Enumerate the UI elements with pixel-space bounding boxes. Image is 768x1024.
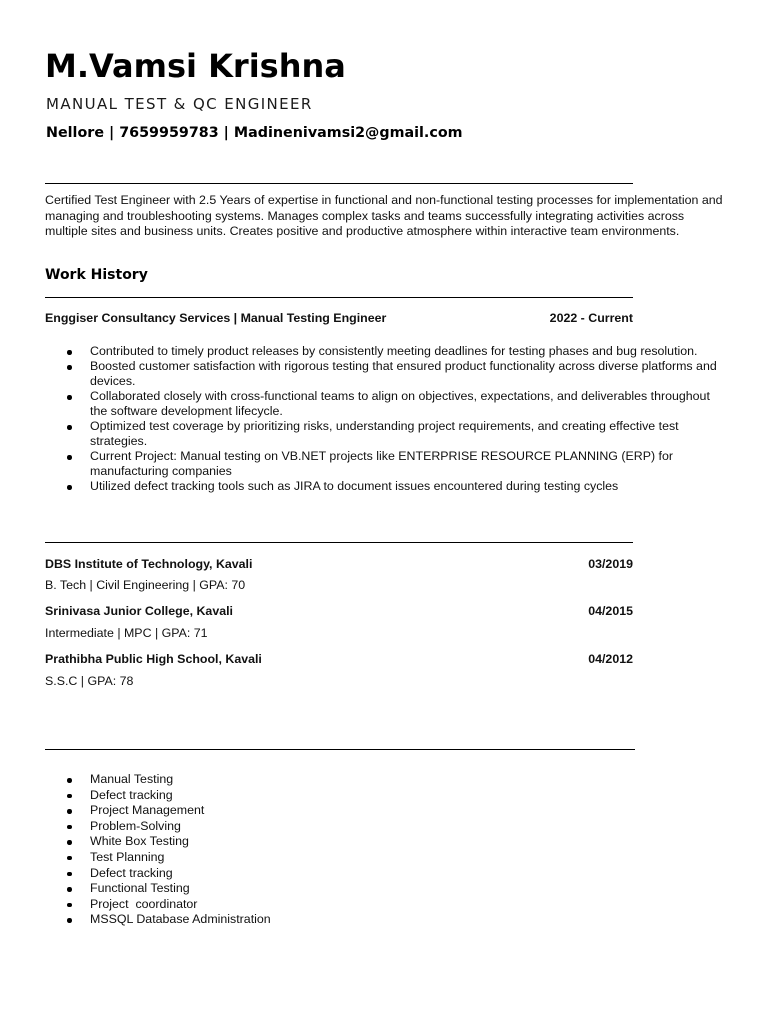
professional-summary: Certified Test Engineer with 2.5 Years of expertise in functional and non-functional testing processes for implementation and managing and troubleshooting systems. Manages complex tasks and teams successfully integrating activities across multiple sites and business units. Creates positive and productive atmosphere within interactive team environments.	[45, 193, 723, 238]
list-item	[64, 788, 724, 804]
list-item	[64, 359, 724, 389]
list-item	[64, 803, 724, 819]
education-detail: Intermediate | MPC | GPA: 71	[45, 626, 208, 640]
bullet-icon	[67, 856, 72, 861]
education-institution: DBS Institute of Technology, Kavali	[45, 557, 253, 571]
list-item	[64, 389, 724, 419]
bullet-icon	[67, 485, 72, 490]
section-title-work-history: Work History	[45, 267, 148, 283]
bullet-icon	[67, 903, 72, 908]
bullet-icon	[67, 395, 72, 400]
skill-text: MSSQL Database Administration	[90, 912, 271, 927]
education-entry-header	[45, 603, 633, 619]
list-item-text: Utilized defect tracking tools such as JIRA to document issues encountered during testing cycles	[90, 479, 619, 493]
job-dates: 2022 - Current	[549, 311, 633, 325]
education-date: 04/2015	[588, 604, 633, 618]
list-item	[64, 850, 724, 866]
education-date: 03/2019	[588, 557, 633, 571]
skill-text: Manual Testing	[90, 772, 174, 786]
bullet-icon	[67, 809, 72, 814]
divider	[45, 297, 633, 298]
skill-text: Defect tracking	[90, 865, 173, 880]
list-item	[64, 419, 724, 449]
list-item	[64, 912, 724, 928]
education-institution: Prathibha Public High School, Kavali	[45, 652, 262, 666]
bullet-icon	[67, 794, 72, 799]
list-item	[64, 479, 724, 494]
job-title: MANUAL TEST & QC ENGINEER	[46, 95, 313, 113]
education-entry-header	[45, 556, 633, 572]
job-bullet-list	[64, 344, 724, 494]
list-item-text: Collaborated closely with cross-functional teams to align on objectives, expectations, and deliverables throughout the software development lifecycle.	[90, 389, 710, 418]
skill-text: Defect tracking	[90, 787, 173, 802]
bullet-icon	[67, 365, 72, 370]
skills-list	[64, 772, 724, 928]
bullet-icon	[67, 825, 72, 830]
skill-text: Problem-Solving	[90, 818, 181, 833]
bullet-icon	[67, 455, 72, 460]
bullet-icon	[67, 778, 72, 783]
job-company-role: Enggiser Consultancy Services | Manual Testing Engineer	[45, 311, 387, 325]
bullet-icon	[67, 840, 72, 845]
divider	[45, 749, 635, 750]
list-item-text: Optimized test coverage by prioritizing risks, understanding project requirements, and creating effective test strategies.	[90, 419, 679, 448]
divider	[45, 183, 633, 184]
education-entry-header	[45, 651, 633, 667]
list-item-text: Boosted customer satisfaction with rigorous testing that ensured product functionality across diverse platforms and devices.	[90, 359, 717, 388]
skill-text: Project coordinator	[90, 896, 198, 911]
skill-text: Functional Testing	[90, 881, 190, 896]
list-item	[64, 881, 724, 897]
list-item-text: Current Project: Manual testing on VB.NET projects like ENTERPRISE RESOURCE PLANNING (ERP) for manufacturing companies	[90, 449, 674, 478]
education-detail: B. Tech | Civil Engineering | GPA: 70	[45, 578, 246, 592]
list-item	[64, 449, 724, 479]
list-item	[64, 772, 724, 788]
bullet-icon	[67, 350, 72, 355]
list-item-text: Contributed to timely product releases by consistently meeting deadlines for testing phases and bug resolution.	[90, 344, 698, 358]
list-item	[64, 866, 724, 882]
list-item	[64, 897, 724, 913]
skill-text: White Box Testing	[90, 834, 189, 849]
job-header	[45, 310, 633, 326]
divider	[45, 542, 633, 543]
education-detail: S.S.C | GPA: 78	[45, 674, 134, 688]
bullet-icon	[67, 872, 72, 877]
skill-text: Test Planning	[90, 849, 165, 864]
list-item	[64, 344, 724, 359]
bullet-icon	[67, 918, 72, 923]
bullet-icon	[67, 425, 72, 430]
candidate-name: M.Vamsi Krishna	[45, 47, 346, 85]
contact-line: Nellore | 7659959783 | Madinenivamsi2@gmail.com	[46, 125, 463, 141]
education-date: 04/2012	[588, 652, 633, 666]
skill-text: Project Management	[90, 803, 205, 818]
list-item	[64, 819, 724, 835]
bullet-icon	[67, 887, 72, 892]
education-institution: Srinivasa Junior College, Kavali	[45, 604, 233, 618]
list-item	[64, 834, 724, 850]
